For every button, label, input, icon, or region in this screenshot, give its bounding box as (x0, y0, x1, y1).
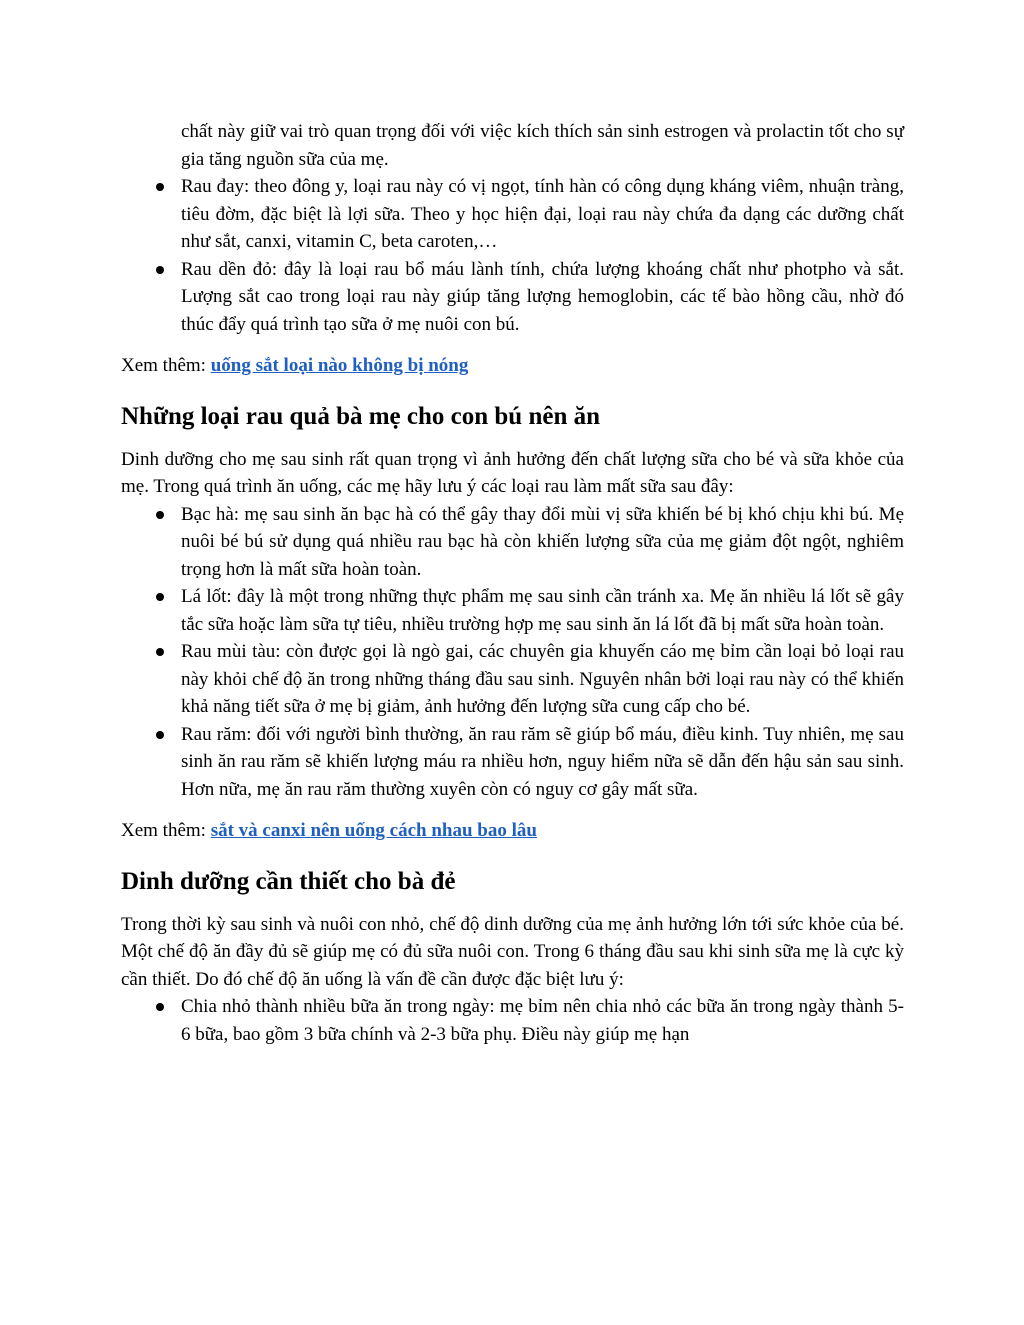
see-also-1 (121, 352, 904, 380)
list-item-text: Bạc hà: mẹ sau sinh ăn bạc hà có thể gây thay đổi mùi vị sữa khiến bé bị khó chịu khi bú. Mẹ nuôi bé bú sử dụng quá nhiều rau bạc hà còn khiến lượng sữa của mẹ giảm đột ngột, nghiêm trọng hơn là mất sữa hoàn toàn. (181, 503, 904, 580)
bullet-icon (156, 183, 164, 191)
see-also-prefix: Xem thêm: (121, 820, 211, 841)
list-item-text: Rau răm: đối với người bình thường, ăn rau răm sẽ giúp bổ máu, điều kinh. Tuy nhiên, mẹ sau sinh ăn rau răm sẽ khiến lượng máu ra nhiều hơn, nguy hiểm nữa sẽ dẫn đến hậu sản sau sinh. Hơn nữa, mẹ ăn rau răm thường xuyên còn có nguy cơ gây mất sữa. (181, 723, 904, 800)
bullet-icon (156, 266, 164, 274)
list-item (121, 721, 904, 804)
vegetable-list-avoid (121, 501, 904, 804)
document-page (121, 118, 904, 1048)
see-also-link[interactable]: sắt và canxi nên uống cách nhau bao lâu (210, 820, 537, 841)
list-item-text: Rau đay: theo đông y, loại rau này có vị ngọt, tính hàn có công dụng kháng viêm, nhuận tràng, tiêu đờm, đặc biệt là lợi sữa. Theo y học hiện đại, loại rau này chứa đa dạng các dưỡng chất như sắt, canxi, vitamin C, beta caroten,… (181, 176, 904, 252)
section-paragraph-1: Dinh dưỡng cho mẹ sau sinh rất quan trọng vì ảnh hưởng đến chất lượng sữa cho bé và sữa khỏe của mẹ. Trong quá trình ăn uống, các mẹ hãy lưu ý các loại rau làm mất sữa sau đây: (121, 448, 904, 497)
section-heading-2: Dinh dưỡng cần thiết cho bà đẻ (121, 867, 456, 895)
bullet-icon (156, 511, 164, 519)
bullet-icon (156, 648, 164, 656)
see-also-prefix: Xem thêm: (121, 355, 211, 376)
list-item (121, 501, 904, 584)
list-item-text: Lá lốt: đây là một trong những thực phẩm mẹ sau sinh cần tránh xa. Mẹ ăn nhiều lá lốt sẽ gây tắc sữa hoặc làm sữa tự tiêu, nhiều trường hợp mẹ sau sinh ăn lá lốt đã bị mất sữa hoàn toàn. (181, 586, 904, 635)
bullet-icon (156, 593, 164, 601)
section-paragraph-2: Trong thời kỳ sau sinh và nuôi con nhỏ, chế độ dinh dưỡng của mẹ ảnh hưởng lớn tới sức khỏe của bé. Một chế độ ăn đầy đủ sẽ giúp mẹ có đủ sữa nuôi con. Trong 6 tháng đầu sau khi sinh sữa mẹ là cực kỳ cần thiết. Do đó chế độ ăn uống là vấn đề cần được đặc biệt lưu ý: (121, 913, 904, 990)
list-item-text: Rau dền đỏ: đây là loại rau bổ máu lành tính, chứa lượng khoáng chất như photpho và sắt. Lượng sắt cao trong loại rau này giúp tăng lượng hemoglobin, các tế bào hồng cầu, nhờ đó thúc đẩy quá trình tạo sữa ở mẹ nuôi con bú. (181, 258, 904, 335)
section-heading-1: Những loại rau quả bà mẹ cho con bú nên ăn (121, 402, 601, 430)
see-also-2 (121, 817, 904, 845)
bullet-icon (156, 731, 164, 739)
list-item (121, 583, 904, 638)
nutrition-list (121, 993, 904, 1048)
vegetable-list-good (121, 173, 904, 338)
list-item (121, 638, 904, 721)
list-item-text: Rau mùi tàu: còn được gọi là ngò gai, các chuyên gia khuyến cáo mẹ bỉm cần loại bỏ loại rau này khỏi chế độ ăn trong những tháng đầu sau sinh. Nguyên nhân bởi loại rau này có thể khiến khả năng tiết sữa ở mẹ bị giảm, ảnh hưởng đến lượng sữa cung cấp cho bé. (181, 641, 904, 717)
bullet-icon (156, 1003, 164, 1011)
continuation-text: chất này giữ vai trò quan trọng đối với việc kích thích sản sinh estrogen và prolactin tốt cho sự gia tăng nguồn sữa của mẹ. (181, 121, 904, 170)
list-item (121, 173, 904, 256)
list-item (121, 256, 904, 339)
list-item (121, 993, 904, 1048)
see-also-link[interactable]: uống sắt loại nào không bị nóng (210, 355, 469, 376)
list-item-text: Chia nhỏ thành nhiều bữa ăn trong ngày: mẹ bỉm nên chia nhỏ các bữa ăn trong ngày thành 5-6 bữa, bao gồm 3 bữa chính và 2-3 bữa phụ. Điều này giúp mẹ hạn (181, 996, 904, 1045)
